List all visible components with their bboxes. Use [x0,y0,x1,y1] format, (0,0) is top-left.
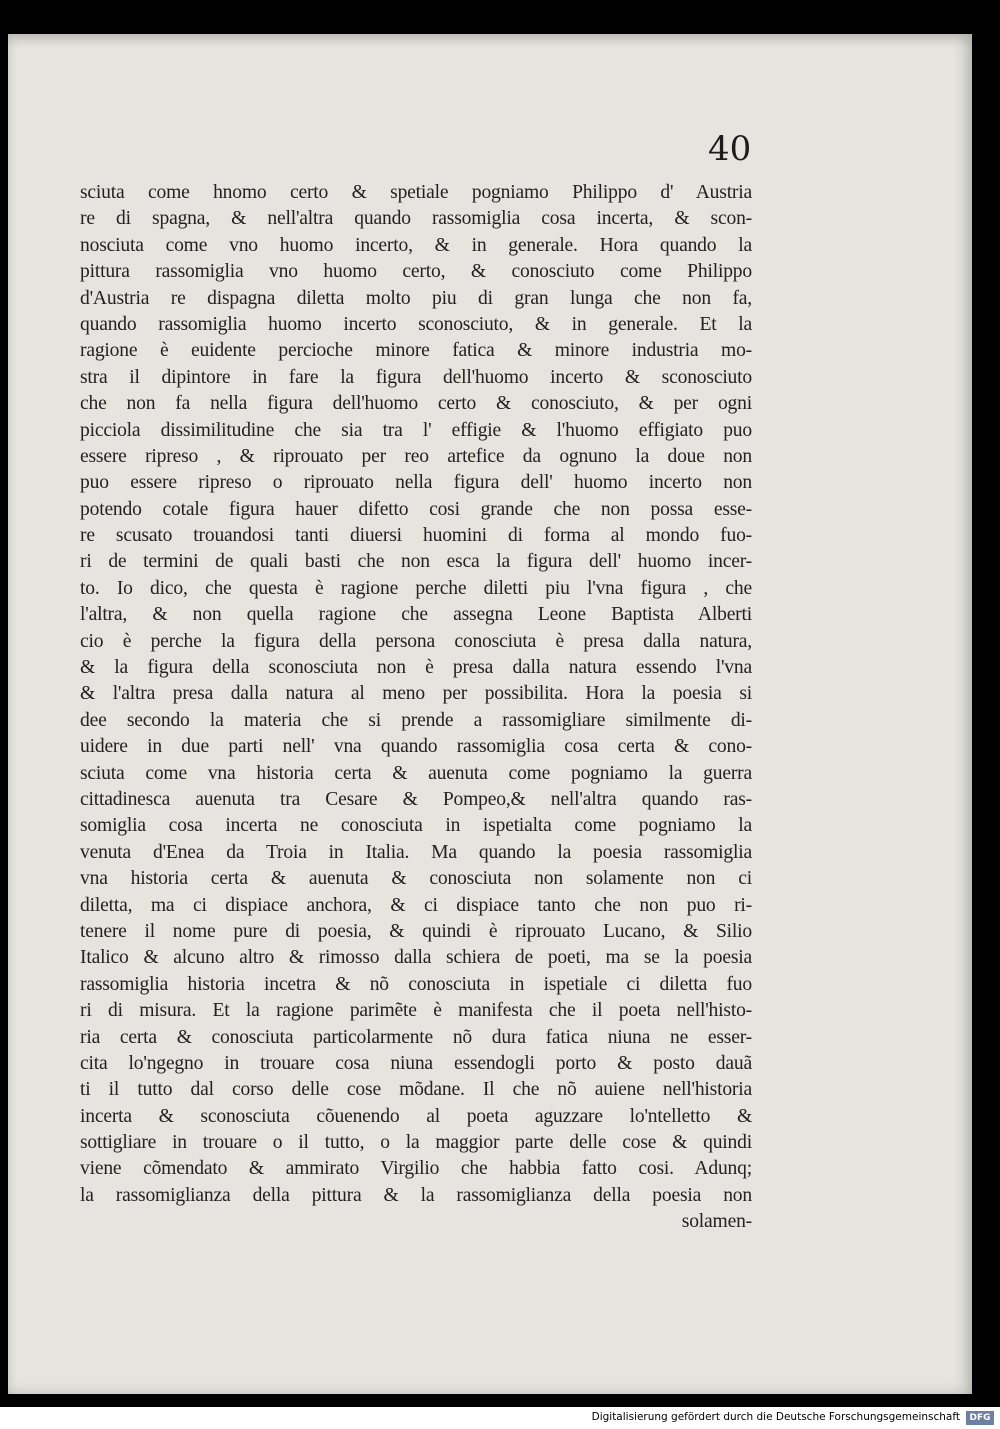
text-line: & la figura della sconosciuta non è presa dalla natura essendo l'vna [80,657,752,679]
text-line: to. Io dico, che questa è ragione perche diletti piu l'vna figura , che [80,577,752,599]
text-line: ria certa & conosciuta particolarmente nõ dura fatica niuna ne esser- [80,1026,752,1048]
text-line: sciuta come vna historia certa & auenuta come pogniamo la guerra [80,762,752,784]
text-line: pittura rassomiglia vno huomo certo, & conosciuto come Philippo [80,261,752,283]
text-line: che non fa nella figura dell'huomo certo & conosciuto, & per ogni [80,393,752,415]
text-line: vna historia certa & auenuta & conosciuta non solamente non ci [80,868,752,890]
text-line: sottigliare in trouare o il tutto, o la maggior parte delle cose & quindi [80,1132,752,1154]
text-line: ri di misura. Et la ragione parimẽte è manifesta che il poeta nell'histo- [80,1000,752,1022]
page-number: 40 [708,129,752,169]
text-line: d'Austria re dispagna diletta molto piu di gran lunga che non fa, [80,287,752,309]
footer-bar [0,1407,1000,1429]
text-line: cita lo'ngegno in trouare cosa niuna essendogli porto & posto dauã [80,1052,752,1074]
text-line: ri de termini de quali basti che non esca la figura dell' huomo incer- [80,551,752,573]
text-line: re scusato trouandosi tanti diuersi huomini di forma al mondo fuo- [80,525,752,547]
text-line: somiglia cosa incerta ne conosciuta in ispetialta come pogniamo la [80,815,752,837]
text-line: picciola dissimilitudine che sia tra l' effigie & l'huomo effigiato puo [80,419,752,441]
text-line: viene cõmendato & ammirato Virgilio che habbia fatto cosi. Adunq; [80,1158,752,1180]
text-line: cio è perche la figura della persona conosciuta è presa dalla natura, [80,630,752,652]
text-line: ti il tutto dal corso delle cose mõdane. Il che nõ auiene nell'historia [80,1079,752,1101]
text-line: cittadinesca auenuta tra Cesare & Pompeo,& nell'altra quando ras- [80,788,752,810]
text-line: uidere in due parti nell' vna quando rassomiglia cosa certa & cono- [80,736,752,758]
body-text [80,180,752,1236]
text-line: dee secondo la materia che si prende a rassomigliare similmente di- [80,709,752,731]
text-line: venuta d'Enea da Troia in Italia. Ma quando la poesia rassomiglia [80,841,752,863]
dfg-logo: DFG [966,1411,994,1425]
footer-credit: Digitalisierung gefördert durch die Deutsche Forschungsgemeinschaft [591,1411,960,1423]
text-line: l'altra, & non quella ragione che assegna Leone Baptista Alberti [80,604,752,626]
text-line: potendo cotale figura hauer difetto cosi grande che non possa esse- [80,498,752,520]
text-line: sciuta come hnomo certo & spetiale pogniamo Philippo d' Austria [80,182,752,203]
text-line: rassomiglia historia incetra & nõ conosciuta in ispetiale ci diletta fuo [80,973,752,995]
text-line: re di spagna, & nell'altra quando rassomiglia cosa incerta, & scon- [80,208,752,230]
text-line: la rassomiglianza della pittura & la rassomiglianza della poesia non [80,1184,752,1206]
text-line: solamen- [681,1211,752,1233]
text-line: incerta & sconosciuta cõuenendo al poeta aguzzare lo'ntelletto & [80,1105,752,1127]
text-line: Italico & alcuno altro & rimosso dalla schiera de poeti, ma se la poesia [80,947,752,969]
text-line: quando rassomiglia huomo incerto sconosciuto, & in generale. Et la [80,313,752,335]
text-line: tenere il nome pure di poesia, & quindi è riprouato Lucano, & Silio [80,920,752,942]
text-line: essere ripreso , & riprouato per reo artefice da ognuno la doue non [80,445,752,467]
text-line: stra il dipintore in fare la figura dell'huomo incerto & sconosciuto [80,366,752,388]
text-line: ragione è euidente percioche minore fatica & minore industria mo- [80,340,752,362]
text-line: puo essere ripreso o riprouato nella figura dell' huomo incerto non [80,472,752,494]
text-line: diletta, ma ci dispiace anchora, & ci dispiace tanto che non puo ri- [80,894,752,916]
text-line: & l'altra presa dalla natura al meno per possibilita. Hora la poesia si [80,683,752,705]
book-page [8,34,972,1394]
text-line: nosciuta come vno huomo incerto, & in generale. Hora quando la [80,234,752,256]
